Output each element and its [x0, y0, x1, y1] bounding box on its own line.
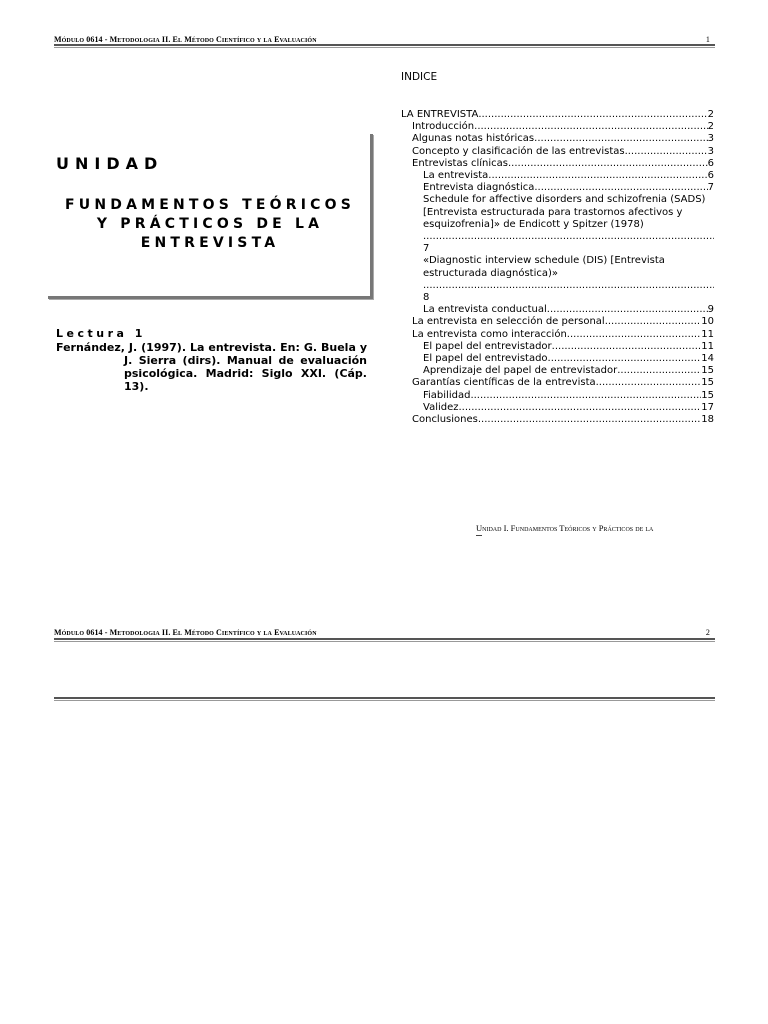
toc-entry-page: 3: [707, 133, 714, 145]
toc-leader-dots: [547, 304, 708, 316]
toc-entry[interactable]: [401, 329, 714, 341]
toc-entry[interactable]: [401, 158, 714, 170]
toc-entry-page: 14: [701, 353, 714, 365]
toc-entry-label: Fiabilidad: [423, 389, 471, 401]
toc-leader-dots: [474, 121, 707, 133]
toc-entry-label: LA ENTREVISTA: [401, 109, 479, 120]
unit-title: FUNDAMENTOS TEÓRICOS Y PRÁCTICOS DE LA ENTREVISTA: [65, 197, 355, 251]
lectura-label: Lectura 1: [56, 327, 146, 340]
header-title: Módulo 0614 - Metodologia II. El Método Científico y la Evaluación: [54, 628, 317, 637]
toc-entry-page: 8: [423, 292, 430, 304]
toc-entry-label: Validez: [423, 401, 459, 413]
toc-leader-dots: [478, 414, 701, 426]
toc-entry[interactable]: [401, 365, 714, 377]
toc-leader-dots: [423, 280, 714, 292]
header-title: Módulo 0614 - Metodologia II. El Método Científico y la Evaluación: [54, 35, 317, 44]
toc-leader-dots: [508, 158, 708, 170]
toc-entry-page: 3: [707, 145, 714, 157]
toc-entry[interactable]: [401, 109, 714, 121]
toc-entry[interactable]: [401, 121, 714, 133]
header-rule: [54, 44, 715, 48]
toc-leader-dots: [478, 109, 707, 121]
toc-entry-label: La entrevista: [423, 170, 489, 182]
toc-entry-label: Introducción: [412, 121, 475, 133]
toc-entry-label: Conclusiones: [412, 414, 478, 426]
toc-leader-dots: [552, 341, 702, 353]
toc-leader-dots: [625, 146, 708, 158]
toc-leader-dots: [548, 353, 702, 365]
toc-entry-label: La entrevista en selección de personal: [412, 316, 605, 328]
page-number: 2: [705, 628, 710, 637]
toc-entry[interactable]: [401, 390, 714, 402]
toc-leader-dots: [617, 365, 701, 377]
section-rule: [54, 697, 715, 701]
toc-entry-page: 11: [701, 328, 714, 340]
toc-entry[interactable]: [401, 316, 714, 328]
table-of-contents: [401, 109, 714, 426]
toc-entry-page: 15: [701, 389, 714, 401]
toc-leader-dots: [459, 402, 702, 414]
toc-leader-dots: [470, 390, 701, 402]
toc-entry-page: 10: [701, 316, 714, 328]
toc-entry-label: El papel del entrevistado: [423, 353, 548, 365]
toc-entry[interactable]: [401, 194, 714, 255]
toc-entry-page: 11: [701, 340, 714, 352]
footer-clipped-text: [476, 535, 482, 537]
toc-entry-label: La entrevista como interacción: [412, 328, 567, 340]
toc-entry-page: 18: [701, 414, 714, 426]
toc-entry-label: Schedule for affective disorders and schizofrenia (SADS) [Entrevista estructurada para trastornos afectivos y esquizofrenia]» de Endicott y Spitzer (1978): [423, 194, 706, 230]
toc-entry-page: 9: [707, 304, 714, 316]
toc-leader-dots: [534, 182, 707, 194]
page-footer: Unidad I. Fundamentos Teóricos y Prácticos de la: [476, 523, 654, 533]
header-rule: [54, 638, 715, 642]
toc-leader-dots: [605, 316, 702, 328]
toc-entry[interactable]: [401, 353, 714, 365]
toc-leader-dots: [567, 329, 701, 341]
toc-leader-dots: [423, 231, 714, 243]
toc-entry[interactable]: [401, 414, 714, 426]
toc-entry-label: Aprendizaje del papel de entrevistador: [423, 365, 618, 377]
toc-entry-page: 6: [707, 170, 714, 182]
page-number: 1: [705, 35, 710, 44]
toc-entry-page: 7: [423, 243, 430, 255]
toc-entry[interactable]: [401, 377, 714, 389]
toc-entry[interactable]: [401, 146, 714, 158]
toc-entry-label: La entrevista conductual: [423, 304, 547, 316]
toc-entry-page: 2: [707, 121, 714, 133]
toc-leader-dots: [596, 377, 702, 389]
unit-label: UNIDAD: [56, 154, 164, 173]
toc-entry-page: 17: [701, 401, 714, 413]
toc-entry-label: «Diagnostic interview schedule (DIS) [Entrevista estructurada diagnóstica)»: [423, 255, 665, 279]
toc-entry[interactable]: [401, 341, 714, 353]
toc-entry-label: Entrevista diagnóstica: [423, 182, 535, 194]
lectura-reference: Fernández, J. (1997). La entrevista. En: G. Buela y J. Sierra (dirs). Manual de evaluación psicológica. Madrid: Siglo XXI. (Cáp. 13).: [56, 341, 367, 393]
toc-entry-label: Garantías científicas de la entrevista: [412, 377, 596, 389]
toc-entry-label: El papel del entrevistador: [423, 340, 552, 352]
toc-entry[interactable]: [401, 402, 714, 414]
index-title: INDICE: [401, 71, 438, 83]
toc-entry[interactable]: [401, 182, 714, 194]
toc-leader-dots: [534, 133, 707, 145]
toc-entry-label: Entrevistas clínicas: [412, 157, 508, 169]
toc-entry-page: 6: [707, 157, 714, 169]
toc-entry[interactable]: [401, 255, 714, 304]
toc-entry[interactable]: [401, 170, 714, 182]
toc-entry-page: 15: [701, 377, 714, 389]
toc-entry-label: Concepto y clasificación de las entrevistas: [412, 145, 625, 157]
toc-entry[interactable]: [401, 133, 714, 145]
toc-entry-label: Algunas notas históricas: [412, 133, 535, 145]
toc-entry-page: 15: [701, 365, 714, 377]
toc-leader-dots: [488, 170, 707, 182]
toc-entry[interactable]: [401, 304, 714, 316]
toc-entry-page: 7: [707, 182, 714, 194]
toc-entry-page: 2: [707, 109, 714, 120]
